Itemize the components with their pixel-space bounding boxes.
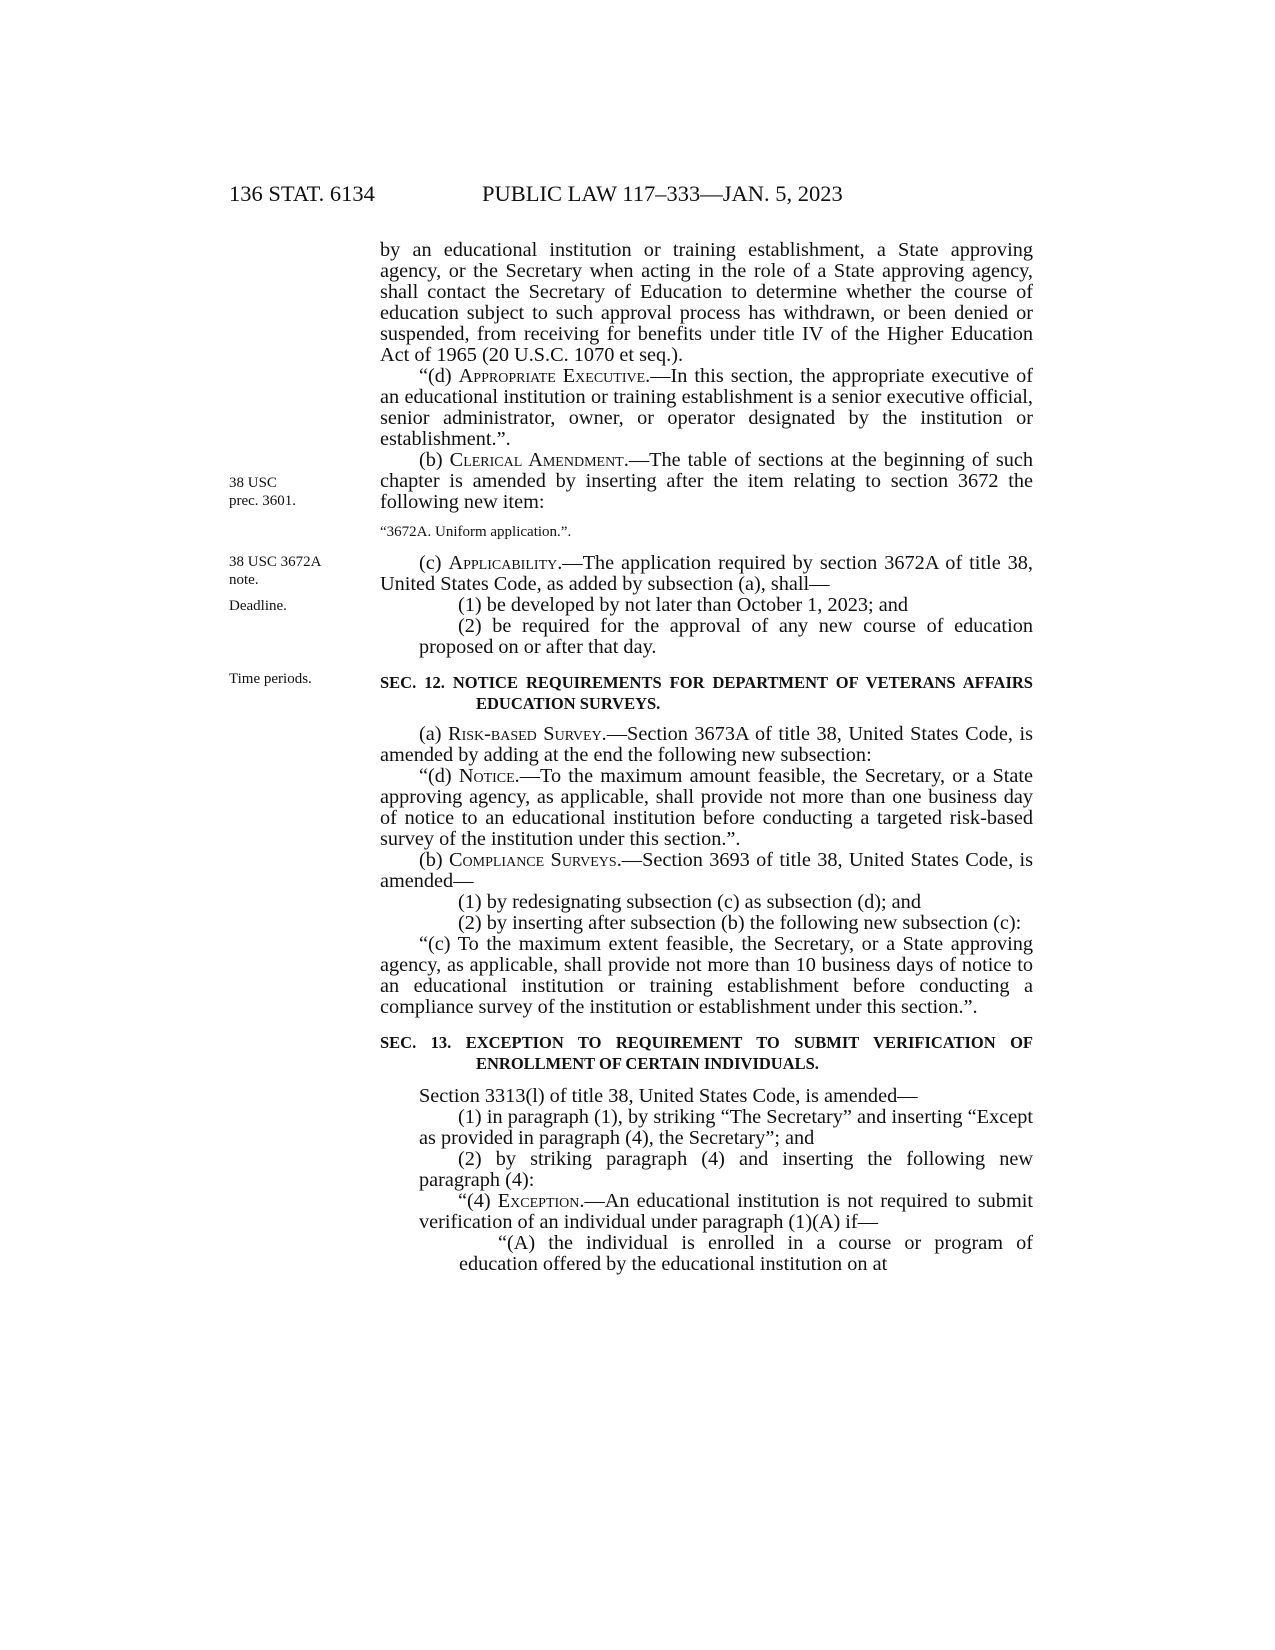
paragraph-text: —In this section, the appropriate executive of an educational institution or training establishment is a senior executive official, senior administrator, owner, or operator designated by the institution or establishment.”. [380, 365, 1033, 450]
paragraph-b-compliance-surveys [380, 850, 1033, 892]
law-text-body [380, 240, 1033, 1275]
paragraph-lead: “(4) [458, 1190, 498, 1212]
clause-13-1: (1) in paragraph (1), by striking “The Secretary” and inserting “Except as provided in paragraph (4), the Secretary”; and [419, 1106, 1033, 1149]
paragraph-b-clerical-amendment [380, 450, 1033, 513]
clause-b1: (1) by redesignating subsection (c) as subsection (d); and [458, 891, 921, 913]
paragraph-c-compliance-notice: “(c) To the maximum extent feasible, the Secretary, or a State approving agency, as applicable, shall provide not more than 10 business days of notice to an educational institution or training establishment before conducting a compliance survey of the institution or establishment under this section.”. [380, 933, 1033, 1018]
margin-note-time-periods: Time periods. [229, 671, 312, 687]
margin-note-38usc3672a [229, 553, 322, 589]
margin-note-line: note. [229, 572, 259, 588]
paragraph-heading: Notice. [458, 765, 520, 787]
paragraph-d-notice [380, 766, 1033, 850]
paragraph-heading: Compliance Surveys. [449, 849, 622, 871]
margin-note-line: 38 USC [229, 475, 277, 491]
paragraph-lead: “(d) [419, 765, 459, 787]
paragraph-4-exception [380, 1191, 1033, 1233]
paragraph-text: —The table of sections at the beginning of such chapter is amended by inserting after the item relating to section 3672 the following new item: [380, 449, 1034, 513]
paragraph-lead: (b) [419, 449, 450, 471]
paragraph-text: —Section 3673A of title 38, United States Code, is amended by adding at the end the following new subsection: [380, 723, 1033, 766]
paragraph-c-applicability [380, 553, 1033, 595]
paragraph-text: —Section 3693 of title 38, United States Code, is amended— [380, 849, 1033, 892]
clause-c1: (1) be developed by not later than October 1, 2023; and [458, 594, 908, 616]
paragraph-text: —The application required by section 3672A of title 38, United States Code, as added by subsection (a), shall— [380, 552, 1033, 595]
subparagraph-a: “(A) the individual is enrolled in a course or program of education offered by the educational institution on at [459, 1232, 1033, 1275]
margin-note-deadline: Deadline. [229, 598, 287, 614]
table-of-sections-item: “3672A. Uniform application.”. [380, 524, 572, 540]
clause-c2: (2) be required for the approval of any new course of education proposed on or after that day. [419, 615, 1033, 658]
paragraph-heading: Appropriate Executive. [458, 365, 651, 387]
paragraph-heading: Risk-based Survey. [448, 723, 607, 745]
paragraph-text: —To the maximum amount feasible, the Secretary, or a State approving agency, as applicable, shall provide not more than one business day of notice to an educational institution before conducting a targeted risk-based survey of the institution under this section.”. [380, 765, 1034, 850]
section-13-intro: Section 3313(l) of title 38, United States Code, is amended— [419, 1085, 918, 1107]
paragraph-heading: Clerical Amendment. [449, 449, 629, 471]
margin-note-38usc-prec3601 [229, 474, 296, 510]
margin-note-line: 38 USC 3672A [229, 554, 322, 570]
paragraph-a-risk-based-survey [380, 724, 1033, 766]
clause-13-2: (2) by striking paragraph (4) and inserting the following new paragraph (4): [419, 1148, 1033, 1191]
paragraph-heading: Exception. [497, 1190, 585, 1212]
stat-page-number: 136 STAT. 6134 [229, 181, 375, 206]
running-header: PUBLIC LAW 117–333—JAN. 5, 2023 [482, 181, 843, 206]
paragraph-lead: (a) [419, 723, 449, 745]
section-12-heading: SEC. 12. NOTICE REQUIREMENTS FOR DEPARTMENT OF VETERANS AFFAIRS EDUCATION SURVEYS. [380, 673, 1033, 713]
paragraph-text: —An educational institution is not required to submit verification of an individual under paragraph (1)(A) if— [419, 1190, 1033, 1233]
paragraph-continuation: by an educational institution or training establishment, a State approving agency, or the Secretary when acting in the role of a State approving agency, shall contact the Secretary of Education to determine whether the course of education subject to such approval process has withdrawn, or been denied or suspended, from receiving for benefits under title IV of the Higher Education Act of 1965 (20 U.S.C. 1070 et seq.). [380, 239, 1033, 366]
clause-b2: (2) by inserting after subsection (b) the following new subsection (c): [458, 912, 1022, 934]
section-13-heading: SEC. 13. EXCEPTION TO REQUIREMENT TO SUBMIT VERIFICATION OF ENROLLMENT OF CERTAIN INDIVIDUALS. [380, 1033, 1033, 1073]
paragraph-heading: Applicability. [448, 552, 563, 574]
paragraph-lead: “(d) [419, 365, 459, 387]
margin-note-line: prec. 3601. [229, 493, 297, 509]
paragraph-lead: (b) [419, 849, 449, 871]
paragraph-d-appropriate-executive [380, 366, 1033, 450]
paragraph-lead: (c) [419, 552, 449, 574]
